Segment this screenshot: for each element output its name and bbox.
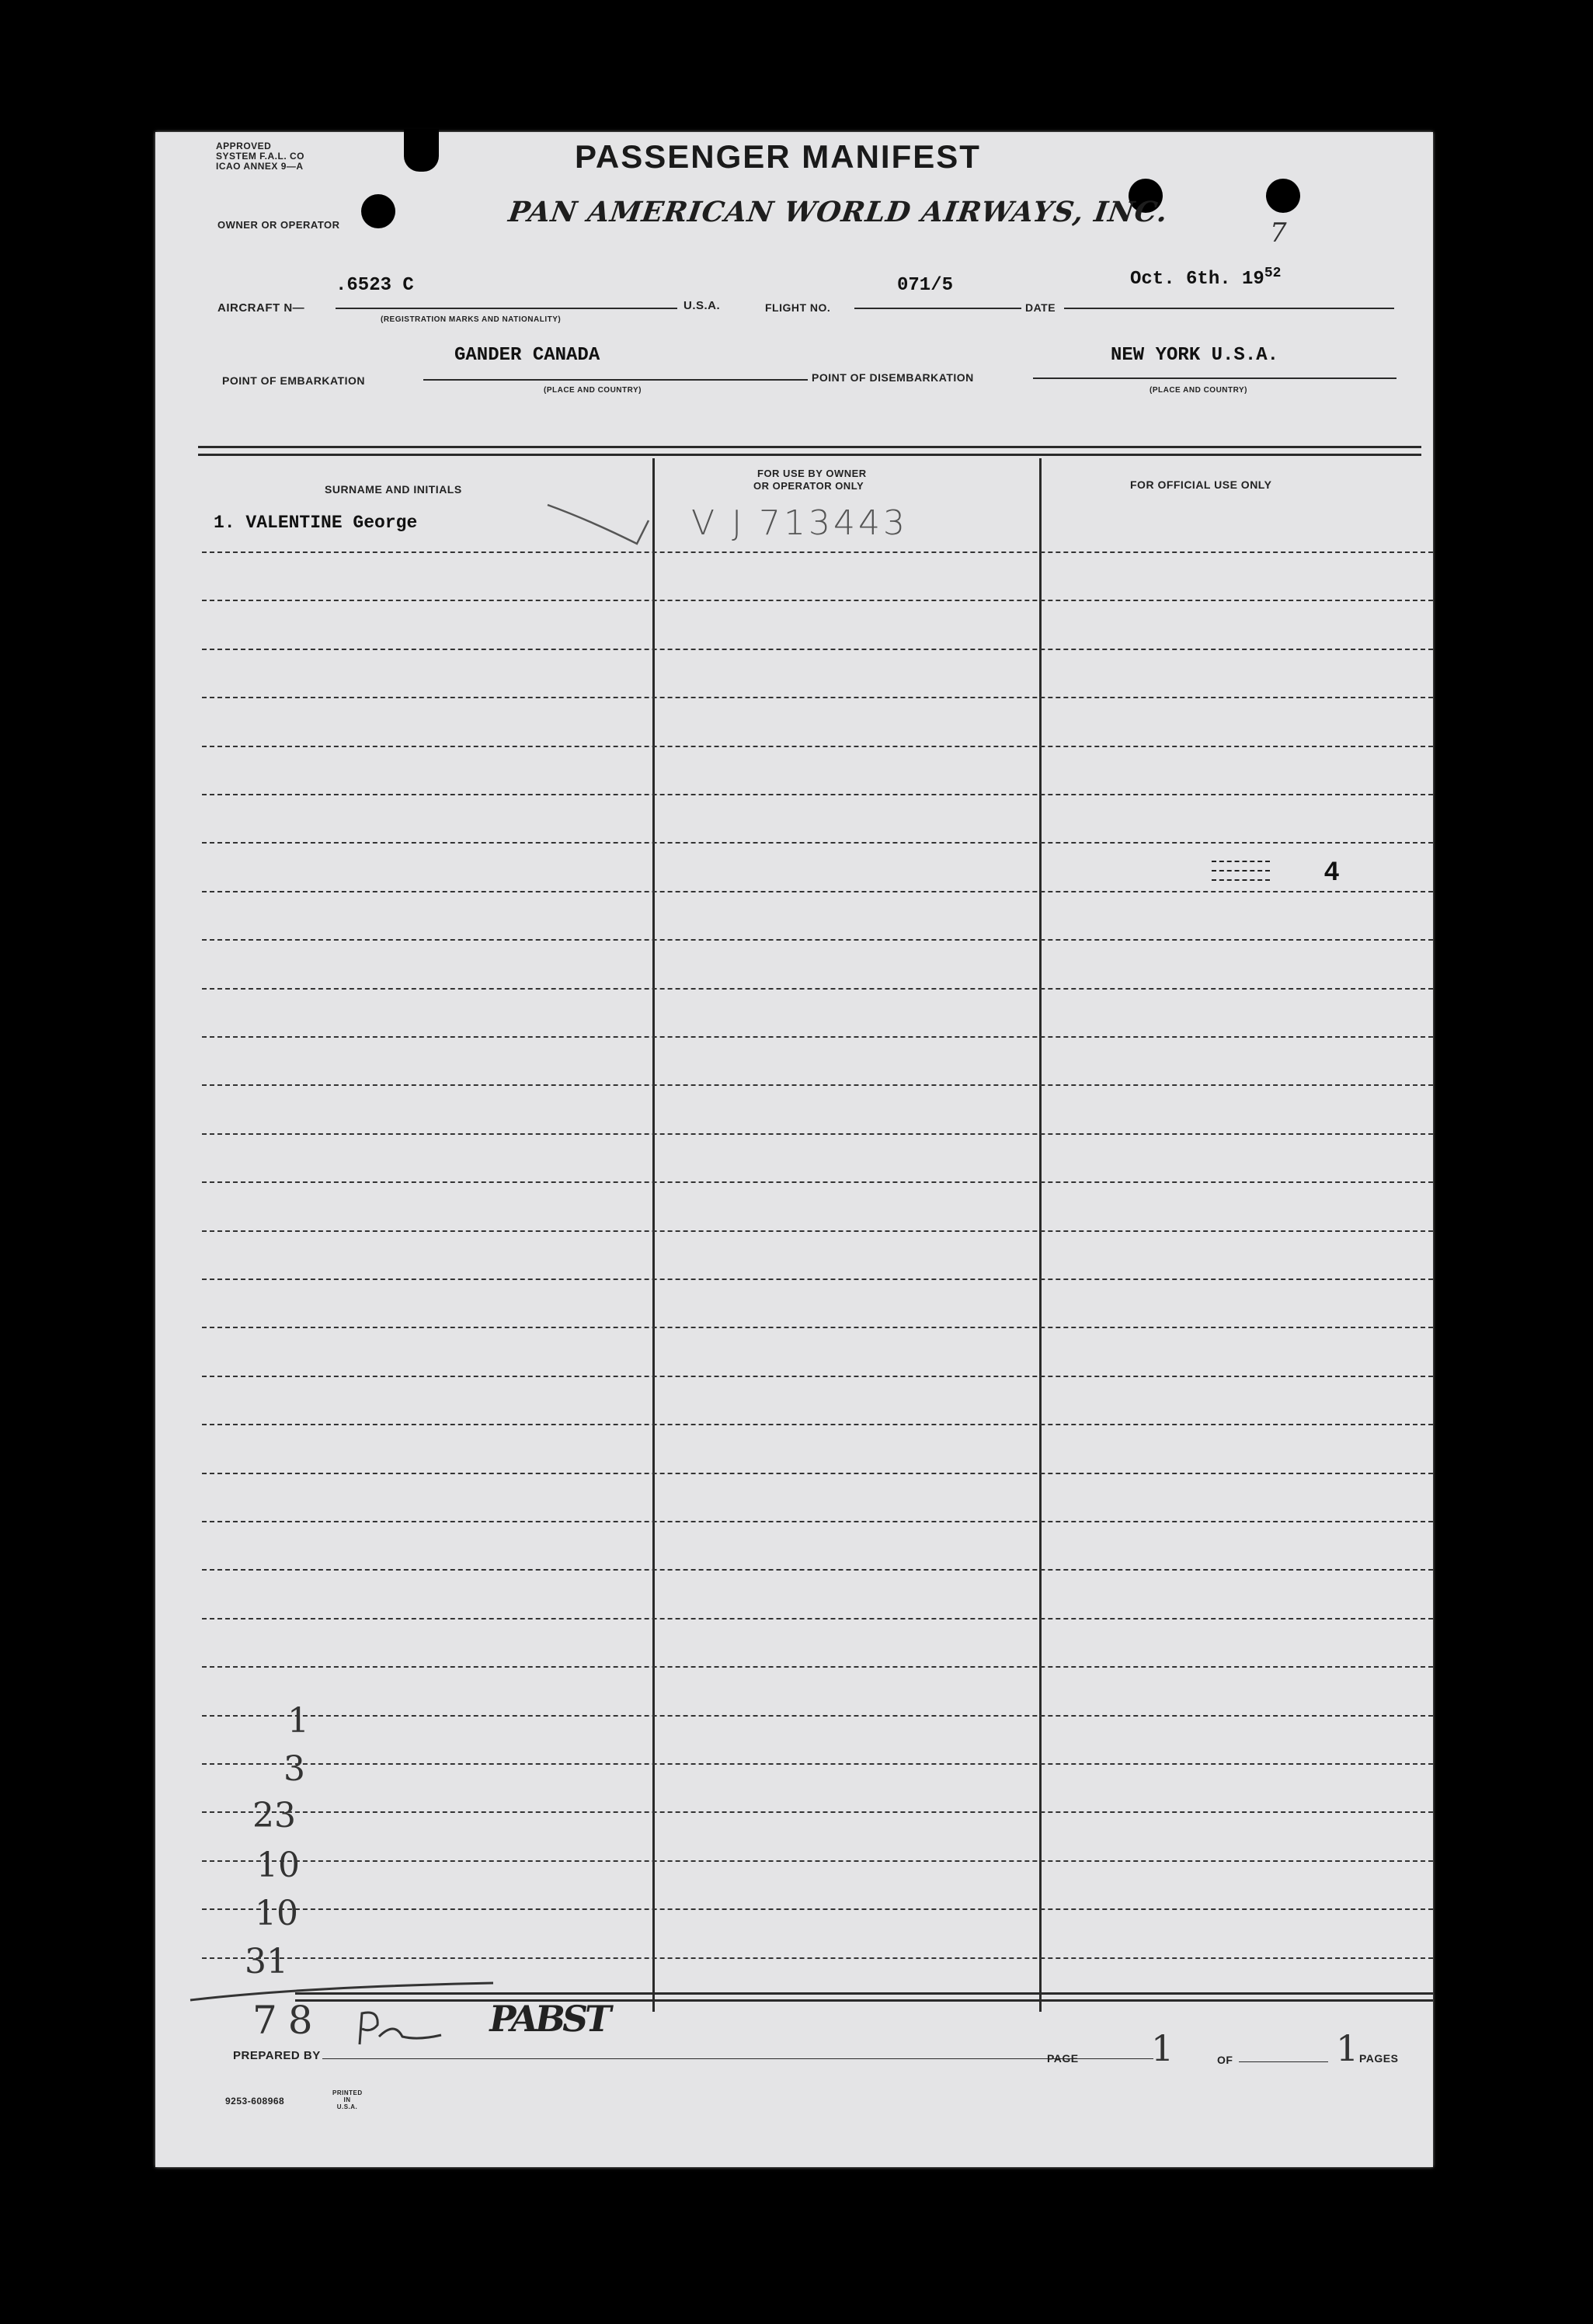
aircraft-label: AIRCRAFT N— [217,301,305,315]
disembarkation-underline [1033,377,1396,379]
ruled-row-line [202,842,1433,844]
ruled-row-line [202,939,1433,941]
stamp-line: SYSTEM F.A.L. CO [216,151,305,162]
corner-mark: 7 [1270,217,1287,249]
ruled-row-line [202,1860,1433,1862]
official-dash [1212,870,1270,872]
pages-underline [1239,2061,1328,2062]
date-value [1130,266,1281,290]
of-label: OF [1217,2054,1233,2066]
official-dash [1212,861,1270,862]
usa-label: U.S.A. [683,299,721,312]
ruled-row-line [202,649,1433,650]
prepared-by-underline [322,2058,1153,2059]
embarkation-underline [423,379,808,381]
punch-hole [361,194,395,228]
page-number: 1 [1151,2027,1174,2069]
embarkation-sub-label: (PLACE AND COUNTRY) [544,386,642,395]
page-total: 1 [1336,2027,1359,2069]
ruled-row-line [202,1036,1433,1038]
ruled-row-line [202,1666,1433,1668]
ruled-row-line [202,1230,1433,1232]
tally-value: 3 [283,1749,305,1789]
ruled-row-line [202,1715,1433,1717]
column-divider [652,458,655,2012]
col-header-owner-2: OR OPERATOR ONLY [753,480,864,492]
prepared-by-label: PREPARED BY [233,2049,321,2062]
ruled-row-line [202,1811,1433,1813]
passenger-owner-note: V J 713443 [691,503,909,543]
table-bottom-rule [295,1999,1433,2002]
page-label: PAGE [1047,2052,1079,2065]
ruled-row-line [202,1473,1433,1474]
aircraft-number: .6523 C [336,275,414,296]
tally-value: 31 [245,1942,288,1981]
initials-scribble [356,2006,449,2052]
flight-number: 071/5 [897,275,954,296]
ruled-row-line [202,794,1433,795]
check-mark [544,497,652,551]
prepared-by-signature: PABST [485,1998,613,2040]
tally-value: 23 [252,1796,296,1835]
aircraft-sub-label: (REGISTRATION MARKS AND NATIONALITY) [381,315,562,324]
ruled-row-line [202,1618,1433,1619]
tally-value: 10 [255,1894,298,1933]
ruled-row-line [202,1279,1433,1280]
ruled-row-line [202,1133,1433,1135]
date-label: DATE [1025,301,1056,314]
tally-value: 10 [256,1846,300,1885]
ruled-row-line [202,1376,1433,1377]
form-title: PASSENGER MANIFEST [575,138,981,175]
table-bottom-rule [295,1992,1433,1995]
disembarkation-label: POINT OF DISEMBARKATION [812,371,974,384]
owner-label: OWNER OR OPERATOR [217,219,340,231]
torn-corner [404,129,439,172]
date-underline [1064,308,1394,309]
aircraft-underline [336,308,677,309]
pages-label: PAGES [1359,2052,1399,2065]
ruled-row-line [202,1084,1433,1086]
embarkation-value: GANDER CANADA [454,345,600,366]
flight-label: FLIGHT NO. [765,301,831,314]
manifest-sheet [155,132,1433,2167]
stamp-line: APPROVED [216,141,272,151]
official-mark: 4 [1324,857,1339,886]
official-dash [1212,879,1270,881]
ruled-row-line [202,1521,1433,1522]
col-header-owner-1: FOR USE BY OWNER [757,468,867,479]
ruled-row-line [202,1908,1433,1910]
table-top-rule [198,454,1421,456]
ruled-row-line [202,1763,1433,1765]
date-year: 52 [1264,266,1282,281]
punch-hole [1266,179,1300,213]
ruled-row-line [202,1327,1433,1328]
stamp-line: ICAO ANNEX 9—A [216,161,304,172]
total-count: 78 [252,1998,324,2043]
column-divider [1039,458,1042,2012]
operator-name: PAN AMERICAN WORLD AIRWAYS, INC. [506,196,1170,228]
passenger-entry: 1. VALENTINE George [214,513,418,533]
disembarkation-value: NEW YORK U.S.A. [1111,345,1279,366]
ruled-row-line [202,600,1433,601]
approval-stamp [216,141,304,172]
ruled-row-line [202,1181,1433,1183]
table-top-rule [198,446,1421,448]
ruled-row-line [202,891,1433,892]
flight-underline [854,308,1021,309]
ruled-row-line [202,697,1433,698]
ruled-row-line [202,1569,1433,1571]
col-header-surname: SURNAME AND INITIALS [325,483,462,496]
embarkation-label: POINT OF EMBARKATION [222,374,365,387]
disembarkation-sub-label: (PLACE AND COUNTRY) [1150,386,1247,395]
ruled-row-line [202,1957,1433,1959]
col-header-official: FOR OFFICIAL USE ONLY [1130,478,1272,491]
tally-value: 1 [287,1701,309,1741]
ruled-row-line [202,1424,1433,1425]
form-number: 9253-608968 [225,2096,285,2107]
printed-note: PRINTED IN U.S.A. [332,2089,363,2110]
ruled-row-line [202,746,1433,747]
date-text: Oct. 6th. 19 [1130,269,1264,290]
ruled-row-line [202,988,1433,990]
ruled-row-line [202,551,1433,553]
